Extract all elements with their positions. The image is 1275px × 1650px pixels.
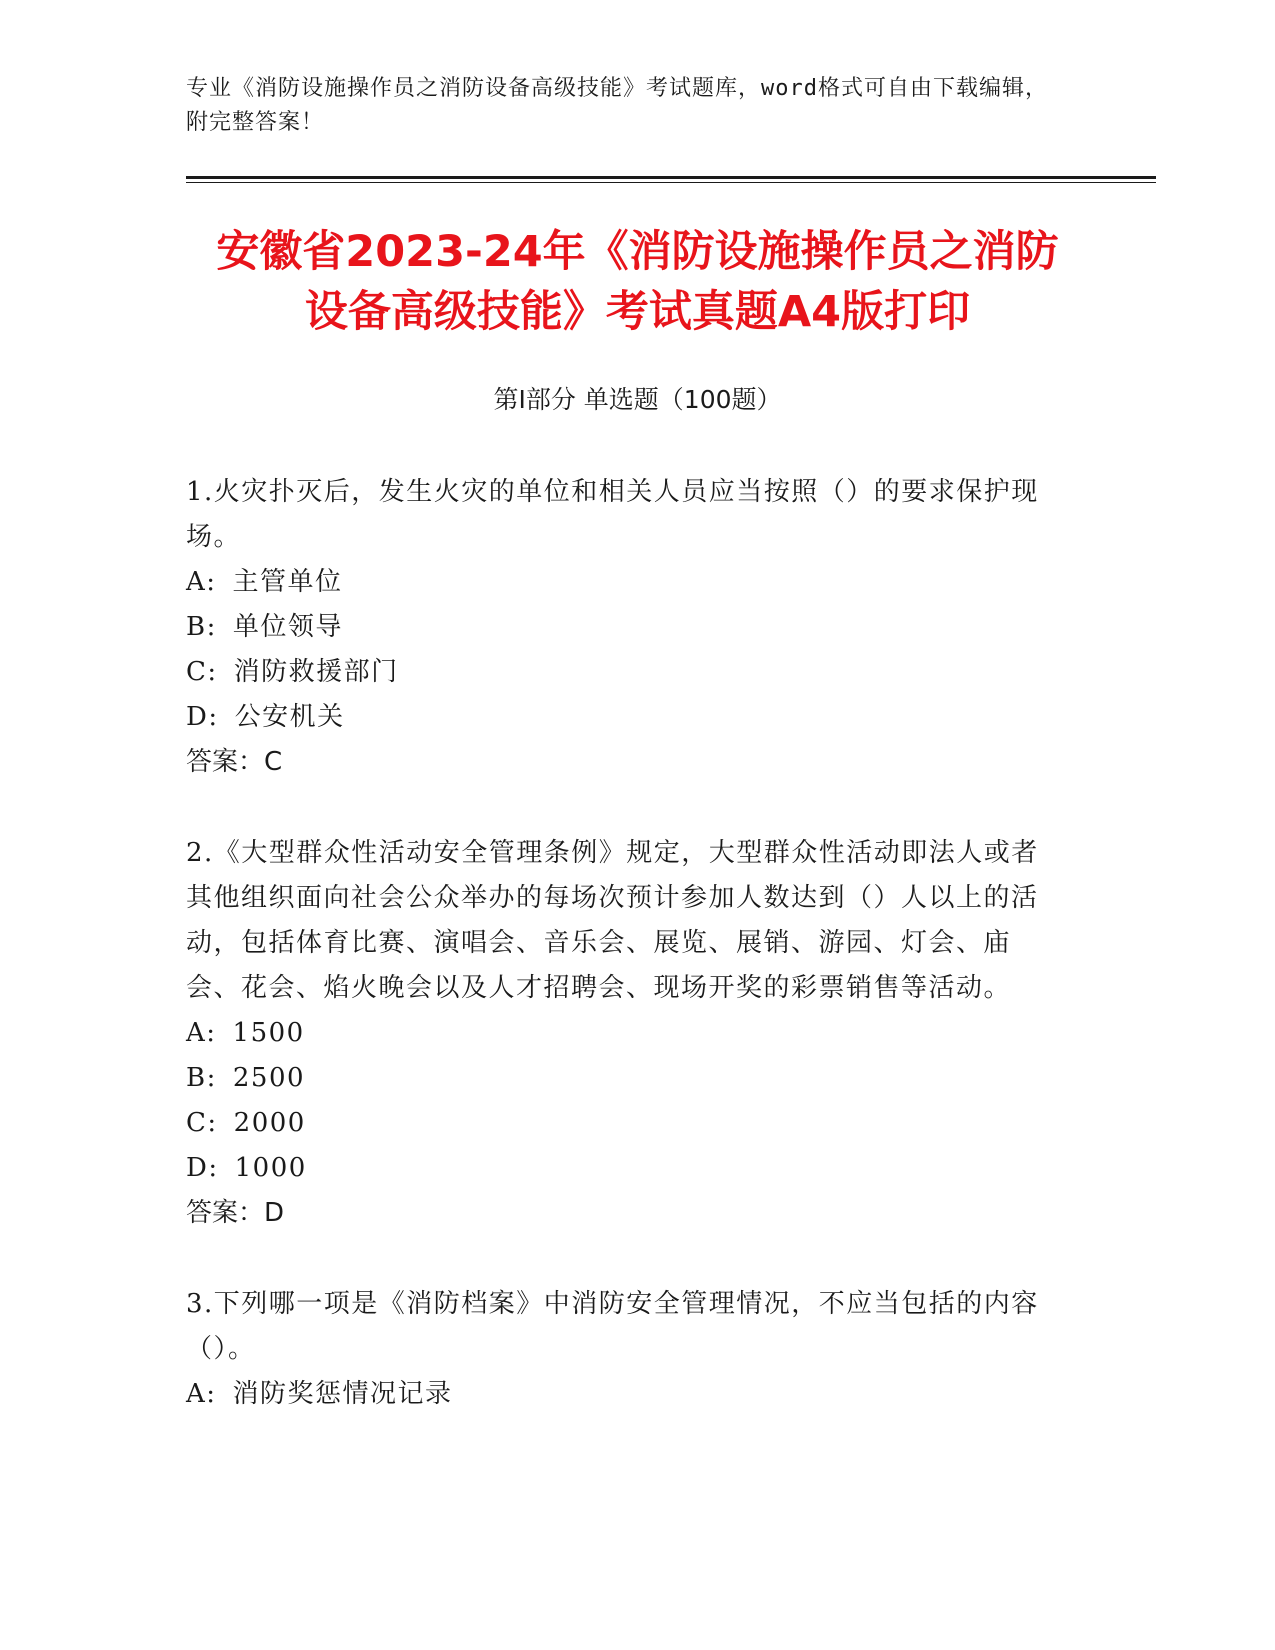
option-text: 消防救援部门 [233,657,399,687]
option-letter: B: [186,1063,217,1093]
option-letter: C: [186,657,218,687]
option-letter: C: [186,1108,218,1138]
option-d [186,1146,1056,1191]
option-letter: D: [186,1153,219,1183]
option-letter: D: [186,702,219,732]
option-c [186,1101,1056,1146]
header-note: 专业《消防设施操作员之消防设备高级技能》考试题库，word格式可自由下载编辑，附完整答案！ [186,76,1048,135]
option-a [186,1372,1056,1417]
document-title [140,222,1135,342]
option-text: 单位领导 [232,612,343,642]
option-c [186,650,1056,695]
question-1 [186,470,1056,785]
option-b [186,1056,1056,1101]
title-line-2: 设备高级技能》考试真题A4版打印 [304,287,971,337]
answer: 答案：D [186,1198,285,1228]
option-text: 消防奖惩情况记录 [232,1379,453,1409]
option-a [186,560,1056,605]
option-d [186,695,1056,740]
header-rule-thin [186,182,1156,183]
option-text: 1500 [232,1018,305,1048]
option-a [186,1011,1056,1056]
option-text: 主管单位 [232,567,343,597]
option-text: 1000 [234,1153,307,1183]
answer: 答案：C [186,747,283,777]
option-letter: A: [186,1018,217,1048]
option-text: 2000 [233,1108,306,1138]
section-title: 第Ⅰ部分 单选题（100题） [493,385,782,414]
question-2 [186,831,1056,1236]
header-rule-thick [186,176,1156,179]
option-letter: A: [186,567,217,597]
question-stem: 2.《大型群众性活动安全管理条例》规定，大型群众性活动即法人或者其他组织面向社会公众举办的每场次预计参加人数达到（）人以上的活动，包括体育比赛、演唱会、音乐会、展览、展销、游园、灯会、庙会、花会、焰火晚会以及人才招聘会、现场开奖的彩票销售等活动。 [186,838,1039,1003]
title-line-1: 安徽省2023-24年《消防设施操作员之消防 [216,227,1059,277]
option-b [186,605,1056,650]
question-list [186,470,1056,1463]
option-text: 2500 [232,1063,306,1093]
option-text: 公安机关 [234,702,345,732]
question-stem: 3.下列哪一项是《消防档案》中消防安全管理情况，不应当包括的内容（）。 [186,1289,1039,1364]
question-3 [186,1282,1056,1417]
option-letter: A: [186,1379,217,1409]
question-stem: 1.火灾扑灭后，发生火灾的单位和相关人员应当按照（）的要求保护现场。 [186,477,1039,552]
option-letter: B: [186,612,217,642]
